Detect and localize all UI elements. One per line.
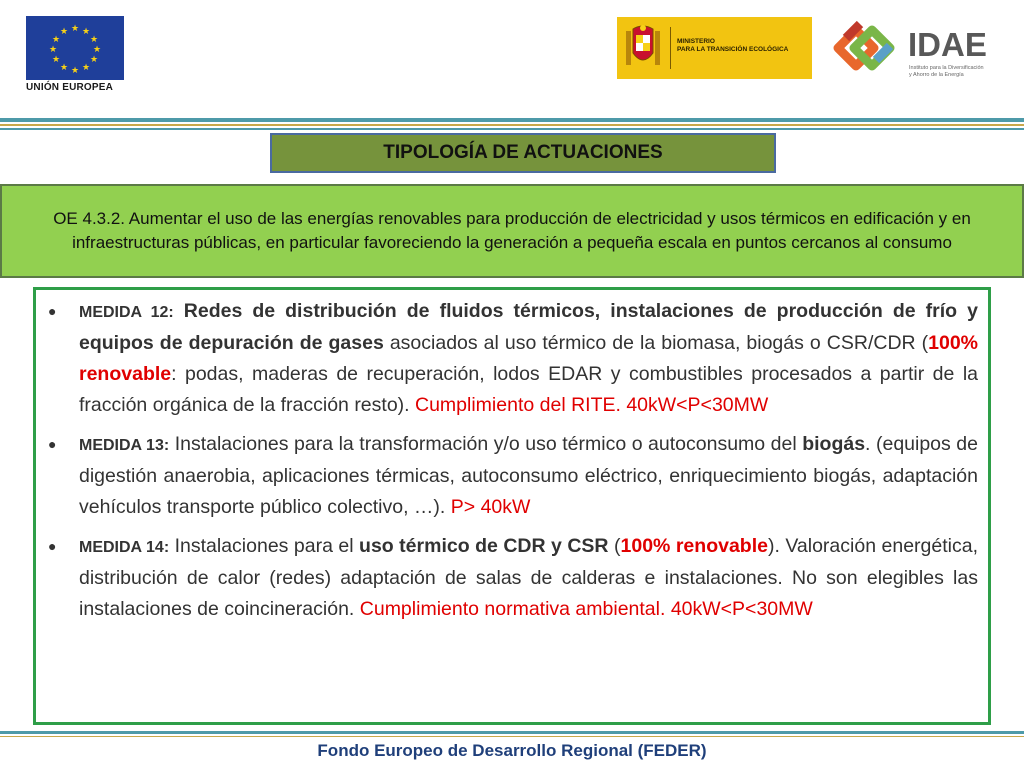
svg-text:★: ★	[70, 66, 80, 76]
objective-box	[0, 184, 1024, 278]
medida-text-2: . (equipos de digestión anaerobia, aplicaciones térmicas, autoconsumo eléctrico, enriquecimiento biogás, adaptación vehículos transporte público colectivo, …).	[79, 433, 978, 518]
ministerio-text	[677, 38, 788, 54]
footer-stripe-teal	[0, 731, 1024, 734]
header-stripe-teal-2	[0, 128, 1024, 130]
medida-text: asociados al uso térmico de la biomasa, biogás o CSR/CDR (	[383, 332, 929, 354]
svg-text:★: ★	[92, 45, 102, 55]
idae-logo	[816, 16, 996, 80]
footer-stripe-gold	[0, 736, 1024, 737]
svg-text:★: ★	[89, 35, 99, 45]
ministerio-line2: PARA LA TRANSICIÓN ECOLÓGICA	[677, 46, 789, 53]
bullet-icon: ●	[48, 303, 57, 319]
bullet-icon: ●	[48, 538, 57, 554]
medida-bold-text: uso térmico de CDR y CSR	[359, 535, 609, 557]
medida-bold-text: biogás	[802, 433, 866, 455]
svg-text:★: ★	[59, 63, 69, 73]
medida-red-text: Cumplimiento del RITE. 40kW<P<30MW	[415, 394, 769, 416]
medida-item: ● MEDIDA 13: Instalaciones para la transformación y/o uso térmico o autoconsumo del biogás. (equipos de digestión anaerobia, aplicaciones térmicas, autoconsumo eléctrico, enriquecimiento biogás, adaptación vehículos transporte público colectivo, …). P> 40kW	[48, 429, 978, 523]
ministerio-line1: MINISTERIO	[677, 38, 715, 45]
medida-text-2: (	[608, 535, 621, 557]
medida-label: MEDIDA 14	[79, 539, 164, 556]
eu-logo	[26, 16, 126, 93]
objective-text: OE 4.3.2. Aumentar el uso de las energías renovables para producción de electricidad y usos térmicos en edificación y en infraestructuras públicas, en particular favoreciendo la generación a pequeña escala en puntos cercanos al consumo	[53, 209, 971, 252]
medida-item: ● MEDIDA 12: Redes de distribución de fluidos térmicos, instalaciones de producción de frío y equipos de depuración de gases asociados al uso térmico de la biomasa, biogás o CSR/CDR (100% renovable: podas, maderas de recuperación, lodos EDAR y combustibles procesados a partir de la fracción orgánica de la fracción resto). Cumplimiento del RITE. 40kW<P<30MW	[48, 296, 978, 421]
medida-text: Instalaciones para el	[169, 535, 360, 557]
svg-text:★: ★	[51, 55, 61, 65]
coat-of-arms-icon	[623, 23, 663, 73]
medida-label: MEDIDA 13	[79, 437, 164, 454]
medida-text: Instalaciones para la transformación y/o uso térmico o autoconsumo del	[169, 433, 803, 455]
medida-label: MEDIDA 12	[79, 304, 169, 321]
svg-text:★: ★	[81, 27, 91, 37]
svg-text:★: ★	[70, 24, 80, 34]
medida-text-3: ). Valoración energética, distribución de calor (redes) adaptación de salas de calderas e instalaciones. No son elegibles las instalaciones de coincineración.	[79, 535, 978, 620]
logo-divider	[670, 27, 671, 69]
medida-red-bold: 100% renovable	[79, 332, 979, 385]
title-box	[270, 133, 776, 173]
svg-text:★: ★	[51, 35, 61, 45]
idae-emblem-icon	[816, 16, 904, 80]
header-stripe-gold	[0, 124, 1024, 126]
svg-text:★: ★	[81, 63, 91, 73]
medidas-box	[33, 287, 991, 725]
idae-subtitle-line1: Instituto para la Diversificación	[909, 65, 984, 71]
idae-subtitle-line2: y Ahorro de la Energía	[909, 71, 964, 78]
eu-caption: UNIÓN EUROPEA	[26, 82, 114, 93]
footer-text: Fondo Europeo de Desarrollo Regional (FEDER)	[317, 741, 707, 760]
bullet-icon: ●	[48, 436, 57, 452]
svg-text:★: ★	[48, 45, 58, 55]
svg-text:★: ★	[89, 55, 99, 65]
idae-word: IDAE	[908, 26, 987, 63]
medida-item: ● MEDIDA 14: Instalaciones para el uso térmico de CDR y CSR (100% renovable). Valoración energética, distribución de calor (redes) adaptación de salas de calderas e instalaciones. No son elegibles las instalaciones de coincineración. Cumplimiento normativa ambiental. 40kW<P<30MW	[48, 531, 978, 625]
ministerio-logo	[617, 17, 812, 79]
svg-text:★: ★	[59, 27, 69, 37]
idae-subtitle	[909, 65, 984, 78]
header-stripe-teal	[0, 118, 1024, 122]
medida-bold-text: Redes de distribución de fluidos térmicos, instalaciones de producción de frío y equipos de depuración de gases	[79, 300, 978, 354]
medida-red-bold: 100% renovable	[620, 535, 768, 557]
page-title: TIPOLOGÍA DE ACTUACIONES	[383, 142, 663, 163]
medida-red-text: Cumplimiento normativa ambiental. 40kW<P<30MW	[359, 598, 813, 620]
medida-text-2: : podas, maderas de recuperación, lodos EDAR y combustibles procesados a partir de la fracción orgánica de la fracción resto).	[79, 363, 978, 416]
eu-flag-icon	[26, 16, 124, 80]
medida-red-text: P> 40kW	[450, 496, 531, 518]
